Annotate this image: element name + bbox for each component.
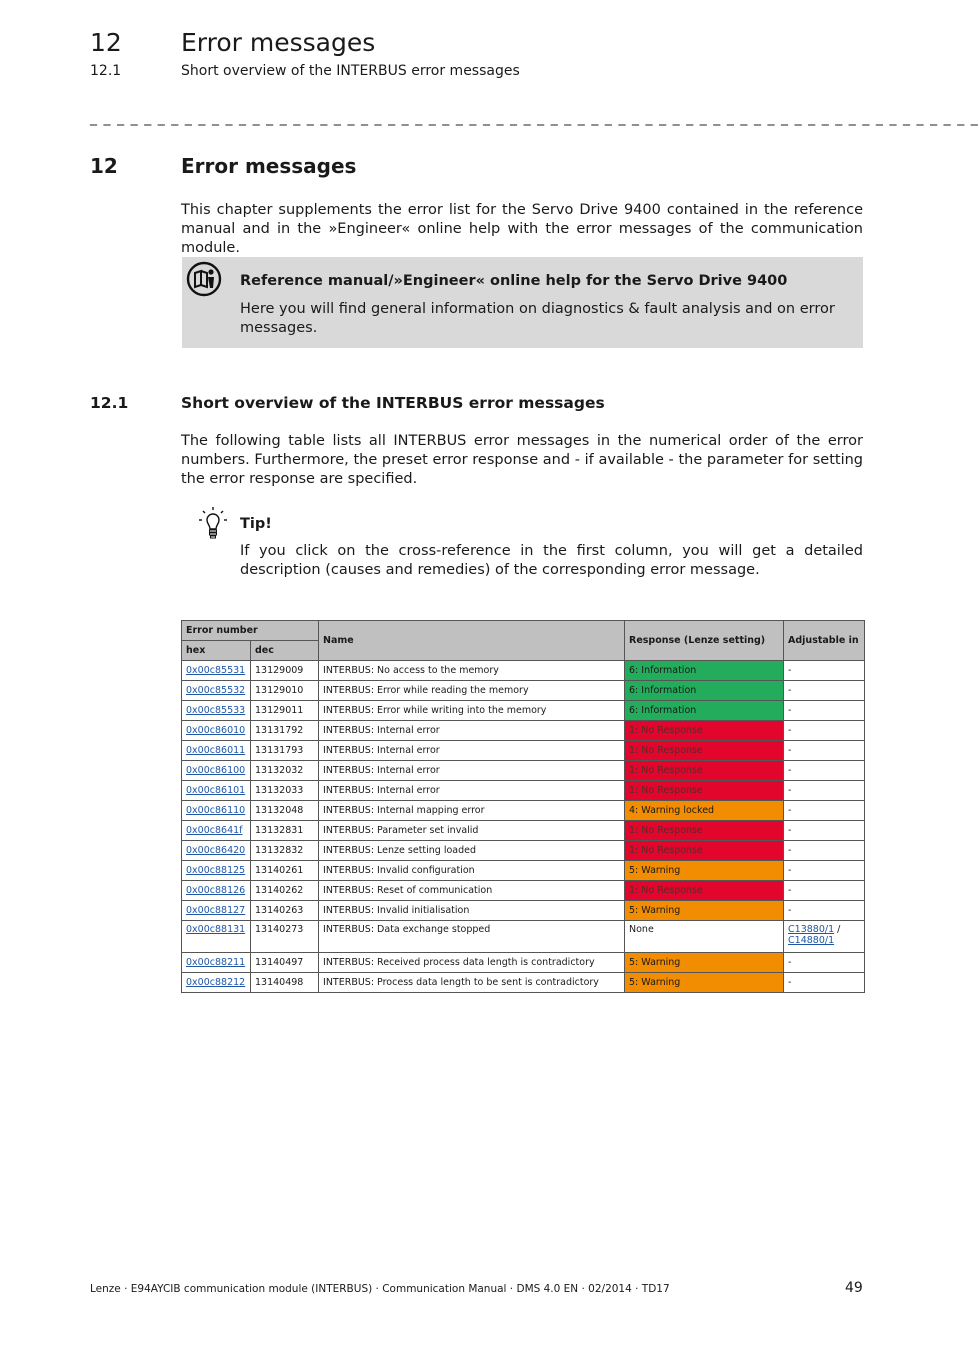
dec-cell: 13140498 [251, 973, 319, 993]
adjustable-value: - [788, 845, 792, 856]
hex-cell [182, 921, 251, 953]
reference-book-icon [186, 261, 222, 297]
hex-cell [182, 841, 251, 861]
hex-cell [182, 701, 251, 721]
response-cell: 5: Warning [625, 901, 784, 921]
adjustable-value: - [788, 865, 792, 876]
name-cell: INTERBUS: Received process data length is contradictory [319, 953, 625, 973]
name-cell: INTERBUS: Data exchange stopped [319, 921, 625, 953]
adjustable-value: - [788, 665, 792, 676]
error-code-link[interactable]: 0x00c88212 [186, 977, 246, 988]
error-code-link[interactable]: 0x00c86110 [186, 805, 246, 816]
adjustable-value: - [788, 685, 792, 696]
dec-cell: 13132033 [251, 781, 319, 801]
table-row [182, 841, 865, 861]
chapter-heading-number: 12 [90, 154, 118, 178]
page-number: 49 [845, 1280, 863, 1296]
table-row [182, 921, 865, 953]
error-code-link[interactable]: 0x00c86420 [186, 845, 246, 856]
header-chapter-number: 12 [90, 28, 122, 57]
section-heading-title: Short overview of the INTERBUS error messages [181, 394, 605, 412]
name-cell: INTERBUS: Internal error [319, 741, 625, 761]
error-code-link[interactable]: 0x00c88211 [186, 957, 246, 968]
table-row [182, 781, 865, 801]
adjustable-link[interactable]: C13880/1 [788, 924, 835, 935]
adjustable-cell [784, 861, 865, 881]
response-cell: 5: Warning [625, 973, 784, 993]
name-cell: INTERBUS: Internal error [319, 721, 625, 741]
reference-box-title: Reference manual/»Engineer« online help for the Servo Drive 9400 [240, 273, 788, 289]
error-code-link[interactable]: 0x00c86100 [186, 765, 246, 776]
intro-paragraph: This chapter supplements the error list for the Servo Drive 9400 contained in the reference manual and in the »Engineer« online help with the error messages of the communication module. [181, 202, 863, 256]
adjustable-cell [784, 973, 865, 993]
error-code-link[interactable]: 0x00c86101 [186, 785, 246, 796]
hex-cell [182, 661, 251, 681]
response-cell: 5: Warning [625, 953, 784, 973]
hex-cell [182, 741, 251, 761]
dec-cell: 13132832 [251, 841, 319, 861]
tip-text: If you click on the cross-reference in the first column, you will get a detailed description (causes and remedies) of the corresponding error message. [240, 543, 863, 578]
dec-cell: 13140263 [251, 901, 319, 921]
dec-cell: 13132032 [251, 761, 319, 781]
tip-title: Tip! [240, 516, 272, 532]
table-row [182, 681, 865, 701]
dec-cell: 13140273 [251, 921, 319, 953]
adjustable-value: - [788, 885, 792, 896]
error-code-link[interactable]: 0x00c88131 [186, 924, 246, 935]
dec-cell: 13129010 [251, 681, 319, 701]
name-cell: INTERBUS: Invalid initialisation [319, 901, 625, 921]
reference-box-text: Here you will find general information on diagnostics & fault analysis and on error messages. [240, 301, 835, 336]
adjustable-value: - [788, 905, 792, 916]
col-header-response: Response (Lenze setting) [625, 621, 784, 661]
error-code-link[interactable]: 0x00c86011 [186, 745, 246, 756]
adjustable-value: - [788, 977, 792, 988]
col-header-adjustable: Adjustable in [784, 621, 865, 661]
hex-cell [182, 881, 251, 901]
name-cell: INTERBUS: Internal error [319, 781, 625, 801]
dec-cell: 13132831 [251, 821, 319, 841]
error-code-link[interactable]: 0x00c8641f [186, 825, 243, 836]
error-code-link[interactable]: 0x00c85532 [186, 685, 246, 696]
hex-cell [182, 861, 251, 881]
adjustable-value: - [788, 825, 792, 836]
error-code-link[interactable]: 0x00c86010 [186, 725, 246, 736]
dec-cell: 13140262 [251, 881, 319, 901]
adjustable-link[interactable]: C14880/1 [788, 935, 835, 946]
adjustable-value: - [788, 765, 792, 776]
header-chapter-title: Error messages [181, 28, 376, 57]
error-table [181, 620, 865, 993]
table-intro-paragraph: The following table lists all INTERBUS error messages in the numerical order of the error numbers. Furthermore, the preset error response and - if available - the parameter for setting the error response are specified. [181, 433, 863, 487]
table-row [182, 801, 865, 821]
dec-cell: 13129009 [251, 661, 319, 681]
adjustable-cell [784, 953, 865, 973]
adjustable-cell [784, 761, 865, 781]
header-section-number: 12.1 [90, 63, 122, 79]
hex-cell [182, 901, 251, 921]
adjustable-cell [784, 801, 865, 821]
dec-cell: 13131792 [251, 721, 319, 741]
hex-cell [182, 761, 251, 781]
col-header-name: Name [319, 621, 625, 661]
dec-cell: 13132048 [251, 801, 319, 821]
table-row [182, 661, 865, 681]
table-row [182, 721, 865, 741]
dec-cell: 13131793 [251, 741, 319, 761]
adjustable-cell [784, 901, 865, 921]
response-cell: 4: Warning locked [625, 801, 784, 821]
name-cell: INTERBUS: Error while reading the memory [319, 681, 625, 701]
reference-box [182, 257, 863, 348]
name-cell: INTERBUS: Parameter set invalid [319, 821, 625, 841]
section-heading-number: 12.1 [90, 394, 129, 412]
footer-text: Lenze · E94AYCIB communication module (INTERBUS) · Communication Manual · DMS 4.0 EN · 02/2014 · TD17 [90, 1283, 670, 1295]
response-cell: 1: No Response [625, 841, 784, 861]
adjustable-value: - [788, 745, 792, 756]
table-row [182, 881, 865, 901]
adjustable-value: - [788, 725, 792, 736]
name-cell: INTERBUS: Invalid configuration [319, 861, 625, 881]
response-cell: 6: Information [625, 701, 784, 721]
adjustable-value: - [788, 785, 792, 796]
table-row [182, 821, 865, 841]
adjustable-cell [784, 741, 865, 761]
error-code-link[interactable]: 0x00c88127 [186, 905, 246, 916]
adjustable-cell [784, 921, 865, 953]
name-cell: INTERBUS: Process data length to be sent is contradictory [319, 973, 625, 993]
name-cell: INTERBUS: Lenze setting loaded [319, 841, 625, 861]
lightbulb-icon [198, 506, 228, 540]
adjustable-value: - [788, 805, 792, 816]
table-row [182, 761, 865, 781]
table-row [182, 973, 865, 993]
adjustable-cell [784, 661, 865, 681]
hex-cell [182, 801, 251, 821]
header-section-title: Short overview of the INTERBUS error messages [181, 63, 520, 79]
adjustable-cell [784, 781, 865, 801]
response-cell: 1: No Response [625, 761, 784, 781]
name-cell: INTERBUS: No access to the memory [319, 661, 625, 681]
hex-cell [182, 721, 251, 741]
name-cell: INTERBUS: Internal mapping error [319, 801, 625, 821]
name-cell: INTERBUS: Error while writing into the memory [319, 701, 625, 721]
hex-cell [182, 681, 251, 701]
adjustable-value: - [788, 957, 792, 968]
table-row [182, 901, 865, 921]
response-cell: 5: Warning [625, 861, 784, 881]
hex-cell [182, 781, 251, 801]
response-cell: 6: Information [625, 681, 784, 701]
adjustable-cell [784, 721, 865, 741]
response-cell: 1: No Response [625, 821, 784, 841]
table-row [182, 741, 865, 761]
adjustable-separator: / [834, 924, 841, 935]
hex-cell [182, 953, 251, 973]
adjustable-cell [784, 841, 865, 861]
chapter-heading-title: Error messages [181, 154, 357, 178]
dec-cell: 13140497 [251, 953, 319, 973]
response-cell: 1: No Response [625, 741, 784, 761]
hex-cell [182, 821, 251, 841]
response-cell: 1: No Response [625, 721, 784, 741]
dec-cell: 13140261 [251, 861, 319, 881]
adjustable-cell [784, 701, 865, 721]
hex-cell [182, 973, 251, 993]
col-header-error-number: Error number [182, 621, 319, 641]
table-row [182, 953, 865, 973]
response-cell: 6: Information [625, 661, 784, 681]
error-code-link[interactable]: 0x00c88126 [186, 885, 246, 896]
col-header-dec: dec [251, 641, 319, 661]
adjustable-value: - [788, 705, 792, 716]
response-cell: None [625, 921, 784, 953]
adjustable-cell [784, 821, 865, 841]
table-row [182, 861, 865, 881]
error-code-link[interactable]: 0x00c85531 [186, 665, 246, 676]
table-row [182, 701, 865, 721]
response-cell: 1: No Response [625, 881, 784, 901]
dec-cell: 13129011 [251, 701, 319, 721]
header-divider: _ _ _ _ _ _ _ _ _ _ _ _ _ _ _ _ _ _ _ _ _ _ _ _ _ _ _ _ _ _ _ _ _ _ _ _ _ _ _ _ _ _ _ _ _ _ _ _ _ _ _ _ _ _ _ _ _ _ _ _ _ _ _ _ _ _ [90, 110, 979, 126]
name-cell: INTERBUS: Internal error [319, 761, 625, 781]
adjustable-cell [784, 881, 865, 901]
error-code-link[interactable]: 0x00c85533 [186, 705, 246, 716]
error-code-link[interactable]: 0x00c88125 [186, 865, 246, 876]
name-cell: INTERBUS: Reset of communication [319, 881, 625, 901]
col-header-hex: hex [182, 641, 251, 661]
response-cell: 1: No Response [625, 781, 784, 801]
adjustable-cell [784, 681, 865, 701]
